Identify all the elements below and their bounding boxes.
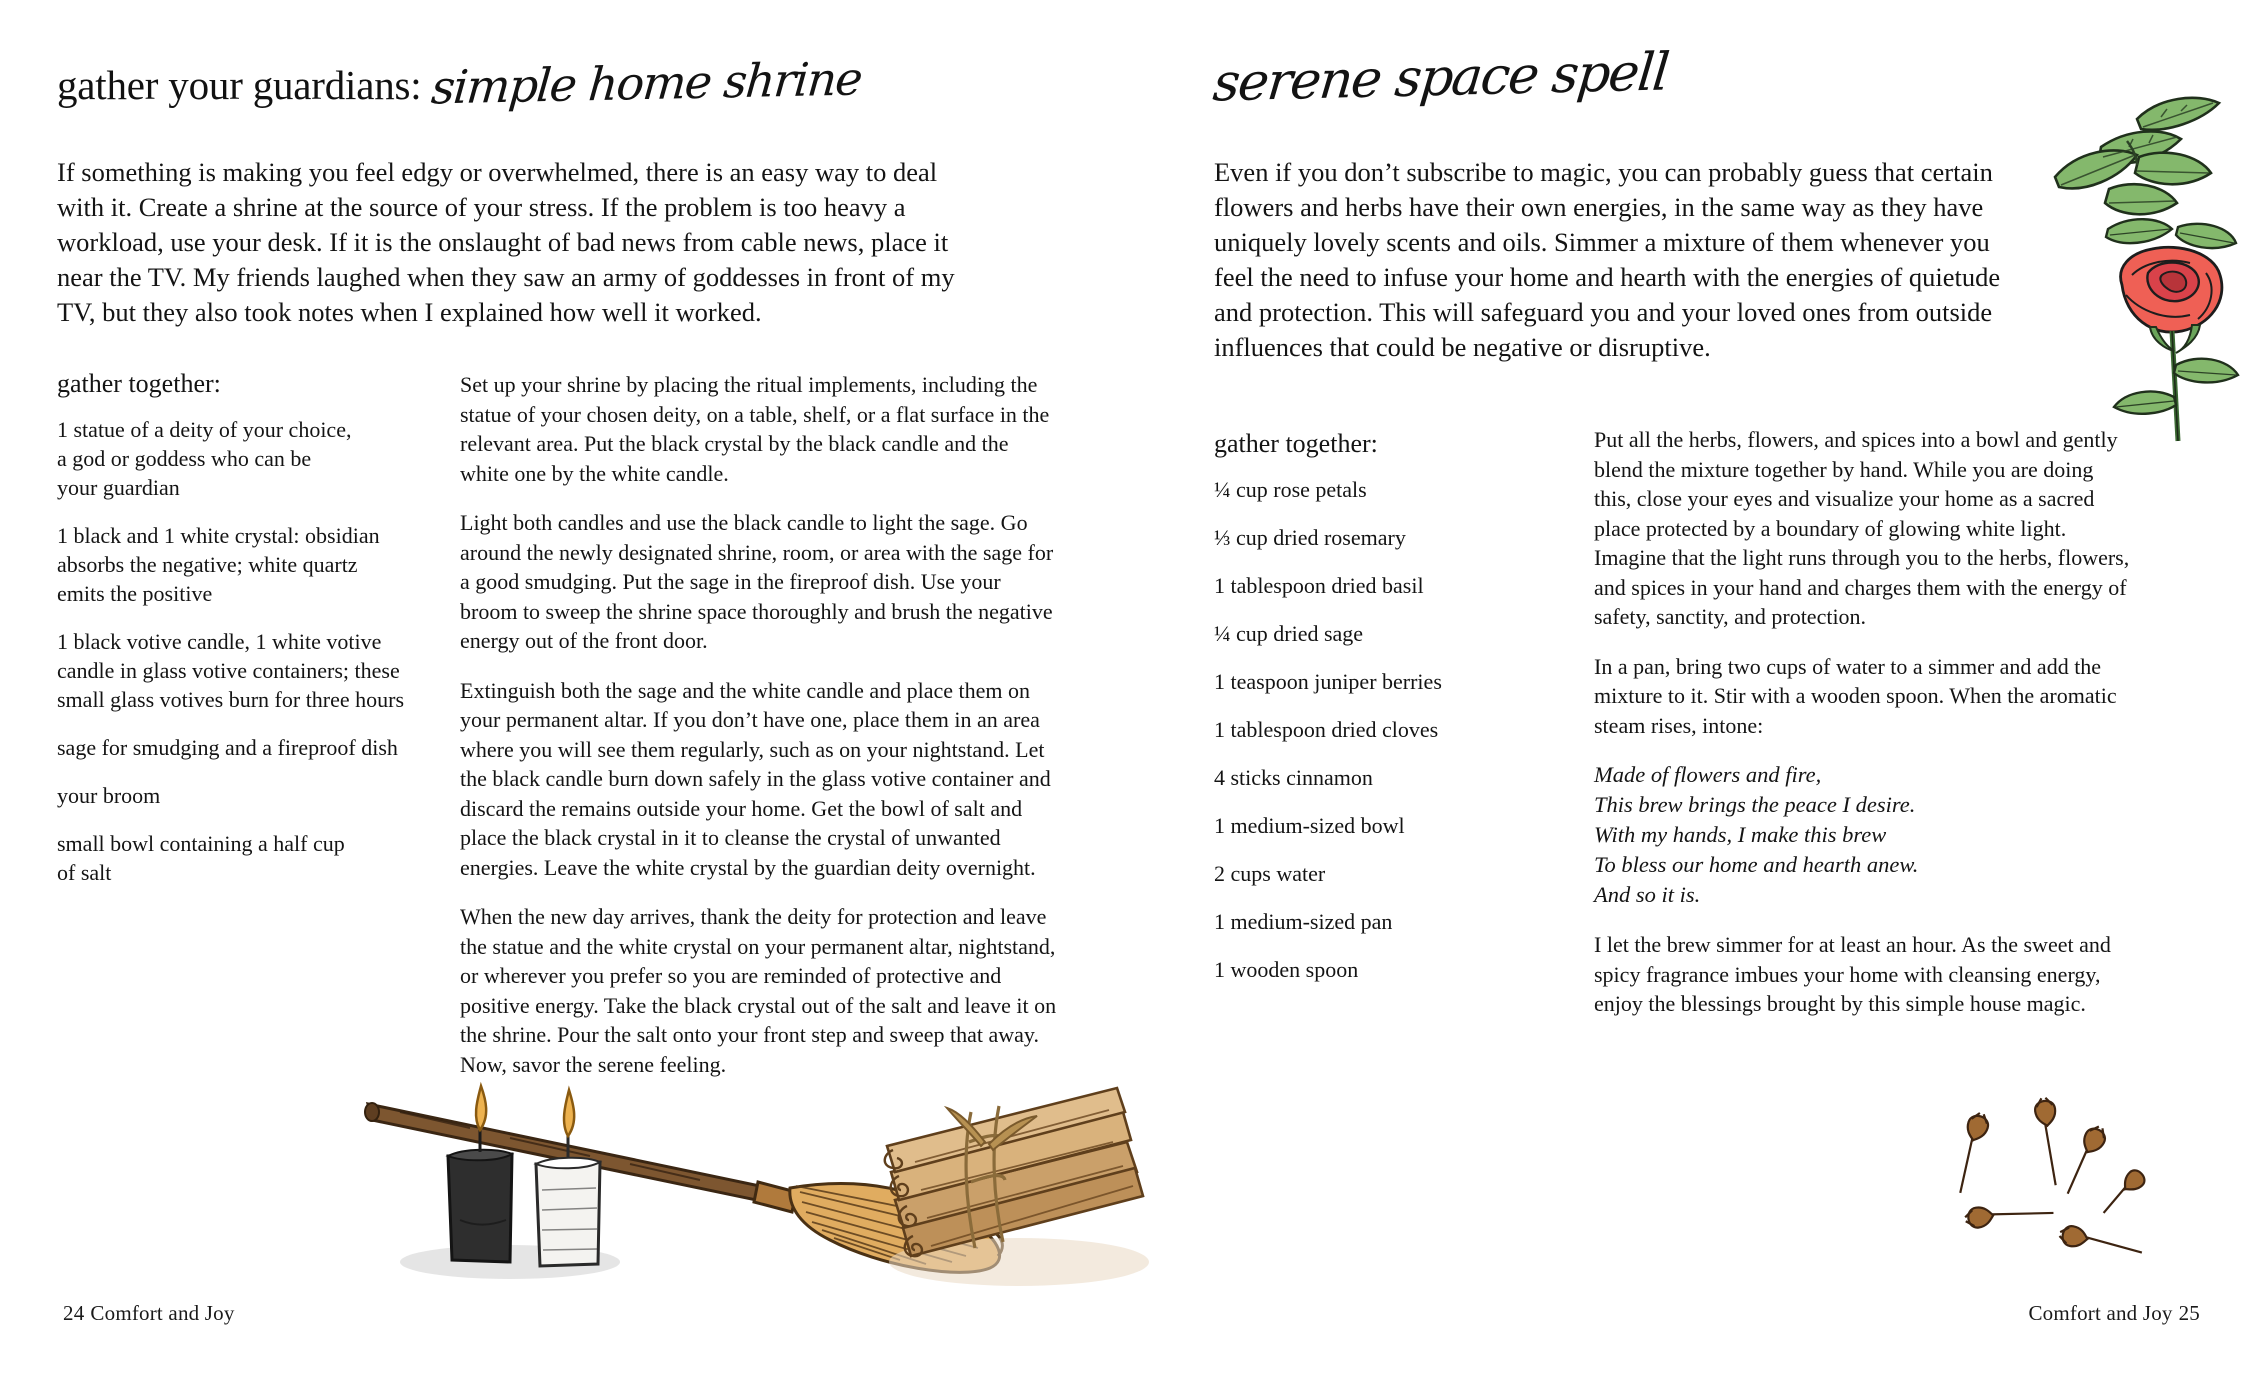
cloves-illustration bbox=[1941, 1090, 2191, 1280]
left-gather-together-label: gather together: bbox=[57, 369, 221, 398]
right-page-intro-paragraph: Even if you don’t subscribe to magic, you can probably guess that certain flowers and herbs have their own energies, in the same way as they have uniquely lovely scents and oils. Simmer a mixture of them whenever you feel the need to infuse your home and hearth with the energies of quietude and protection. This will safeguard you and your loved ones from outside influences that could be negative or disruptive. bbox=[1214, 157, 2001, 362]
left-page-heading bbox=[57, 51, 863, 115]
list-item: ⅓ cup dried rosemary bbox=[1214, 525, 1406, 550]
verse-line: This brew brings the peace I desire. bbox=[1594, 792, 1916, 817]
left-heading-script: simple home shrine bbox=[428, 51, 863, 115]
rose-bloom bbox=[2121, 247, 2222, 332]
right-instructions-column bbox=[1594, 425, 2134, 1019]
right-ingredients-list bbox=[1214, 475, 1544, 1003]
paragraph: Set up your shrine by placing the ritual implements, including the statue of your chosen deity, on a table, shelf, or a flat surface in the relevant area. Put the black crystal by the black candle and the white one by the white candle. bbox=[460, 372, 1050, 486]
right-page bbox=[1131, 0, 2263, 1400]
list-item: 1 medium-sized bowl bbox=[1214, 813, 1405, 838]
list-item: sage for smudging and a fireproof dish bbox=[57, 735, 398, 760]
right-page-footer bbox=[2028, 1301, 2206, 1326]
list-item: 1 black and 1 white crystal: obsidian absorbs the negative; white quartz emits the positive bbox=[57, 523, 380, 606]
list-item: small bowl containing a half cup of salt bbox=[57, 831, 345, 885]
left-page-intro-paragraph: If something is making you feel edgy or overwhelmed, there is an easy way to deal with it. Create a shrine at the source of your stress. If the problem is too heavy a workload, use your desk. If it is the onslaught of bad news from cable news, place it near the TV. My friends laughed when they saw an army of goddesses in front of my TV, but they also took notes when I explained how well it worked. bbox=[57, 157, 955, 327]
list-item: ¼ cup dried sage bbox=[1214, 621, 1364, 646]
list-item: 4 sticks cinnamon bbox=[1214, 765, 1373, 790]
right-page-heading bbox=[1210, 42, 1671, 114]
rose-illustration bbox=[2086, 215, 2261, 445]
black-votive-candle bbox=[448, 1086, 512, 1262]
paragraph: Put all the herbs, flowers, and spices into a bowl and gently blend the mixture together by hand. While you are doing this, close your eyes and visualize your home as a sacred place protected by a boundary of glowing white light. Imagine that the light runs through you to the herbs, flowers, and spices in your hand and charges them with the energy of safety, sanctity, and protection. bbox=[1594, 427, 2130, 629]
left-instructions-column bbox=[460, 370, 1062, 1079]
white-votive-candle bbox=[536, 1090, 600, 1266]
list-item: 1 tablespoon dried cloves bbox=[1214, 717, 1439, 742]
basil-leaves-illustration bbox=[2041, 85, 2251, 235]
book-title: Comfort and Joy bbox=[2028, 1301, 2173, 1325]
paragraph: In a pan, bring two cups of water to a simmer and add the mixture to it. Stir with a wooden spoon. When the aromatic steam rises, intone: bbox=[1594, 653, 2117, 738]
list-item: 1 statue of a deity of your choice, a god or goddess who can be your guardian bbox=[57, 417, 352, 500]
list-item: 2 cups water bbox=[1214, 861, 1326, 886]
list-item: 1 tablespoon dried basil bbox=[1214, 573, 1424, 598]
cinnamon-bundle-illustration bbox=[851, 1050, 1181, 1300]
paragraph: Extinguish both the sage and the white candle and place them on your permanent altar. If you don’t have one, place them in an area where you will see them regularly, such as on your nightstand. Let the black candle burn down safely in the glass votive container and discard the remains outside your home. Get the bowl of salt and place the black crystal in it to cleanse the crystal of unwanted energies. Leave the white crystal by the guardian deity overnight. bbox=[460, 677, 1051, 880]
right-gather-together-label: gather together: bbox=[1214, 429, 1378, 458]
verse-line: To bless our home and hearth anew. bbox=[1594, 852, 1919, 877]
right-heading-script: serene space spell bbox=[1210, 42, 1671, 114]
list-item: 1 black votive candle, 1 white votive candle in glass votive containers; these small glass votives burn for three hours bbox=[57, 629, 405, 712]
book-title: Comfort and Joy bbox=[90, 1301, 235, 1325]
list-item: 1 teaspoon juniper berries bbox=[1214, 669, 1442, 694]
page-number: 25 bbox=[2178, 1301, 2200, 1325]
list-item: 1 medium-sized pan bbox=[1214, 909, 1393, 934]
left-heading-roman: gather your guardians: bbox=[57, 62, 422, 108]
paragraph: I let the brew simmer for at least an hour. As the sweet and spicy fragrance imbues your home with cleansing energy, enjoy the blessings brought by this simple house magic. bbox=[1594, 932, 2111, 1016]
left-ingredients-list bbox=[57, 415, 427, 906]
verse-line: Made of flowers and fire, bbox=[1594, 762, 1822, 787]
incantation-verse bbox=[1594, 760, 2134, 910]
verse-line: And so it is. bbox=[1594, 882, 1701, 907]
list-item: ¼ cup rose petals bbox=[1214, 477, 1367, 502]
page-number: 24 bbox=[63, 1301, 85, 1325]
paragraph: Light both candles and use the black candle to light the sage. Go around the newly designated shrine, room, or area with the sage for a good smudging. Put the sage in the fireproof dish. Use your broom to sweep the shrine space thoroughly and brush the negative energy out of the front door. bbox=[460, 510, 1054, 653]
list-item: 1 wooden spoon bbox=[1214, 957, 1359, 982]
verse-line: With my hands, I make this brew bbox=[1594, 822, 1887, 847]
left-page-footer bbox=[57, 1301, 235, 1326]
paragraph: When the new day arrives, thank the deity for protection and leave the statue and the white crystal on your permanent altar, nightstand, or wherever you prefer so you are reminded of protective and positive energy. Take the black crystal out of the salt and leave it on the shrine. Pour the salt onto your front step and sweep that away. Now, savor the serene feeling. bbox=[460, 904, 1057, 1077]
list-item: your broom bbox=[57, 783, 161, 808]
